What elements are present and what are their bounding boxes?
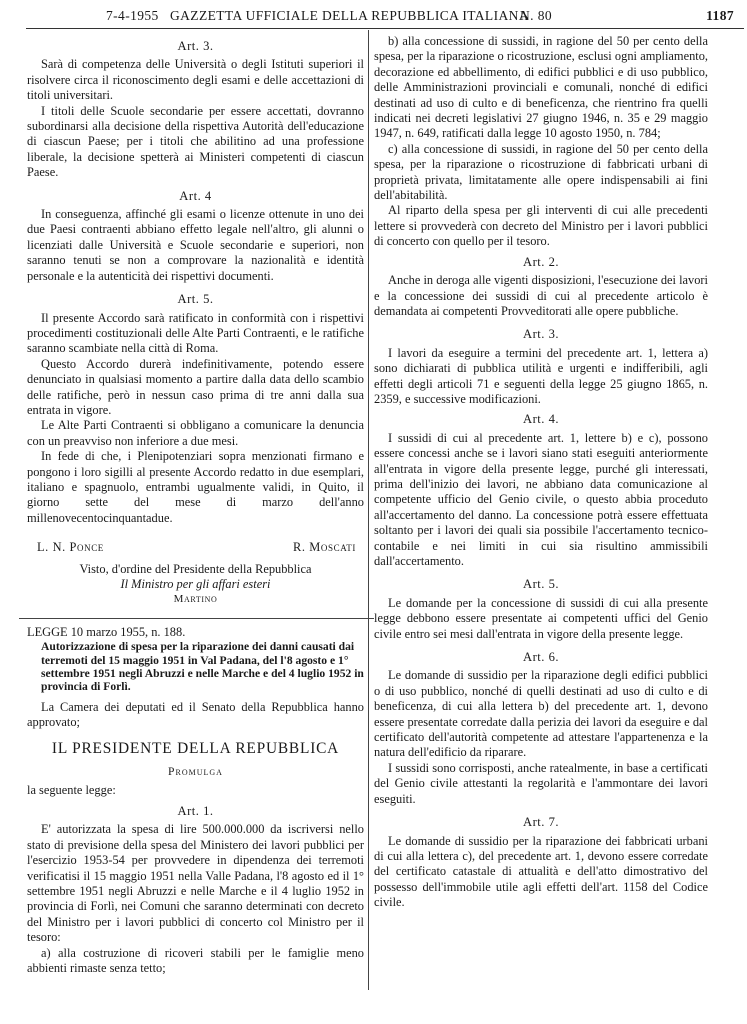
left-column — [27, 34, 364, 976]
law-title: Autorizzazione di spesa per la riparazione dei danni causati dai terremoti del 15 maggio 1951 in Val Padana, del l'8 agosto e 1° settembre 1951 negli Abruzzi e nelle Marche e del 4 luglio 1952 in provincia di Forlì. — [41, 640, 364, 694]
signature-left: L. N. Ponce — [37, 540, 104, 555]
paragraph: Anche in deroga alle vigenti disposizioni, l'esecuzione dei lavori e la concessione dei sussidi di cui al precedente articolo è demandata ai competenti Provveditorati alle opere pubbliche. — [374, 273, 708, 318]
signature-right: R. Moscati — [293, 540, 356, 555]
section-divider — [19, 618, 374, 619]
law-date: LEGGE 10 marzo 1955, n. 188. — [27, 624, 186, 639]
page-header — [100, 6, 740, 28]
minister-name: Martino — [173, 593, 218, 606]
article-heading: Art. 4. — [522, 412, 560, 427]
paragraph: Questo Accordo durerà indefinitivamente, potendo essere denunciato in qualsiasi momento a partire dalla data dello scambio delle ratifiche, però in nessun caso prima di tre anni dalla sua entrata in vigore. — [27, 356, 364, 417]
paragraph: La Camera dei deputati ed il Senato della Repubblica hanno approvato; — [27, 699, 364, 730]
right-column — [374, 34, 708, 911]
article-heading: Art. 5. — [522, 577, 560, 592]
paragraph: a) alla costruzione di ricoveri stabili per le famiglie meno abbienti rimaste senza tetto; — [27, 945, 364, 975]
article-heading: Art. 5. — [177, 292, 214, 307]
paragraph: b) alla concessione di sussidi, in ragione del 50 per cento della spesa, per la riparazione o ricostruzione, esclusi ogni ampliamento, decorazione ed abbellimento, di edifici pubblici e di uso pubblico, delle Amministrazioni provinciali e comunali, nonché di edifici destinati ad uso di culto e di beneficenza, che rientrino fra quelli indicati nei decreti legislativi 27 giugno 1946, n. 35 e 29 maggio 1947, n. 649, ratificati dalla legge 10 agosto 1950, n. 784; — [374, 34, 708, 141]
paragraph: In fede di che, i Plenipotenziari sopra menzionati firmano e pongono i loro sigilli al presente Accordo redatto in due esemplari, italiano e spagnuolo, entrambi ugualmente validi, in Quito, il giorno sette del mese di marzo dell'anno millenovecentocinquantadue. — [27, 449, 364, 525]
article-heading: Art. 2. — [522, 254, 560, 269]
paragraph: Sarà di competenza delle Università o degli Istituti superiori il risolvere circa il riconoscimento degli esami e delle accettazioni di titoli universitari. — [27, 57, 364, 103]
article-heading: Art. 7. — [522, 815, 560, 830]
promulga-heading: Promulga — [168, 765, 223, 779]
visto-line: Visto, d'ordine del Presidente della Repubblica — [79, 561, 312, 576]
header-title: GAZZETTA UFFICIALE DELLA REPUBBLICA ITALIANA — [170, 8, 529, 23]
law-title-block — [27, 625, 364, 694]
header-issue-number: N. 80 — [520, 8, 552, 23]
paragraph: I titoli delle Scuole secondarie per essere accettati, dovranno subordinarsi alla decisione della rispettiva Autorità dell'educazione di ciascun Paese; per i titoli che abilitino ad una professione liberale, la decisione spetterà ai Ministeri competenti di ciascun Paese. — [27, 103, 364, 180]
signatures — [37, 540, 356, 555]
paragraph: I lavori da eseguire a termini del precedente art. 1, lettera a) sono dichiarati di pubblica utilità e urgenti e indifferibili, agli effetti degli articoli 71 e seguenti della legge 25 giugno 1865, n. 2359, e successive modificazioni. — [374, 345, 708, 406]
article-heading: Art. 4 — [179, 188, 212, 203]
paragraph: Le Alte Parti Contraenti si obbligano a comunicare la denuncia con un preavviso non inferiore a due mesi. — [27, 418, 364, 448]
header-page-number: 1187 — [706, 8, 734, 23]
article-heading: Art. 3. — [522, 327, 560, 342]
article-heading: Art. 6. — [522, 650, 560, 665]
president-heading: IL PRESIDENTE DELLA REPUBBLICA — [51, 739, 340, 757]
column-divider — [368, 30, 369, 990]
paragraph: Le domande per la concessione di sussidi di cui alla presente legge debbono essere presentate ai competenti uffici del Genio civile entro sei mesi dall'entrata in vigore della presente legge. — [374, 595, 708, 641]
paragraph: Le domande di sussidio per la riparazione degli edifici pubblici o di uso pubblico, nonché di quelli destinati ad uso di culto e di beneficenza, di cui alla lettera b) del precedente art. 1, devono essere presentate corredate dalla perizia dei lavori da eseguire e dal certificato dell'autorità competente ad attestare l'appartenenza e la natura dell'edificio da riparare. — [374, 668, 708, 760]
paragraph: c) alla concessione di sussidi, in ragione del 50 per cento della spesa, per la riparazione o ricostruzione di fabbricati urbani di proprietà privata, limitatamente alle opere indispensabili ai fini dell'abitabilità. — [374, 141, 708, 203]
paragraph: Le domande di sussidio per la riparazione dei fabbricati urbani di cui alla lettera c), del precedente art. 1, devono essere corredate del certificato catastale di attualità e dell'atto dimostrativo del possesso dell'immobile utile agli effetti dell'art. 1158 del Codice civile. — [374, 833, 708, 910]
minister-title: Il Ministro per gli affari esteri — [120, 577, 271, 591]
paragraph: In conseguenza, affinché gli esami o licenze ottenute in uno dei due Paesi contraenti abbiano effetto legale nell'altro, gli alunni o licenziati dalle Università e Scuole secondarie e superiori, non saranno tenuti se non a comprovare la nazionalità e identità personale e la autenticità dei rispettivi documenti. — [27, 207, 364, 283]
paragraph: Al riparto della spesa per gli interventi di cui alle precedenti lettere si provvederà con decreto del Ministro per i lavori pubblici di concerto con quello per il tesoro. — [374, 203, 708, 249]
header-date: 7-4-1955 — [106, 8, 159, 23]
paragraph: I sussidi di cui al precedente art. 1, lettere b) e c), possono essere concessi anche se i lavori siano stati eseguiti anteriormente all'entrata in vigore della presente legge, purché gli interessati, prima dell'inizio dei lavori, ne abbiano data comunicazione al competente ufficio del Genio civile, o questo abbia proceduto all'accertamento del danno. La concessione potrà essere effettuata soltanto per i lavori dei quali sia possibile l'accertamento tecnico-contabile e nei limiti in cui sia risultino ammissibili dall'accertamento. — [374, 430, 708, 568]
paragraph: Il presente Accordo sarà ratificato in conformità con i rispettivi procedimenti costituzionali delle Alte Parti Contraenti, e le ratifiche saranno scambiate nella città di Roma. — [27, 310, 364, 356]
paragraph: la seguente legge: — [27, 783, 116, 798]
paragraph: E' autorizzata la spesa di lire 500.000.000 da iscriversi nello stato di previsione della spesa del Ministero dei lavori pubblici per l'esercizio 1953-54 per provvedere in dipendenza dei terremoti verificatisi il 15 maggio 1951 nella Valle Padana, l'8 agosto ed il 1° settembre 1951 negli Abruzzi e nelle Marche e il 4 luglio 1952 in provincia di Forlì, nei Comuni che saranno determinati con decreto del Ministro per i lavori pubblici di concerto col Ministro per il tesoro: — [27, 822, 364, 945]
article-heading: Art. 3. — [177, 39, 214, 53]
header-rule — [26, 28, 744, 29]
article-heading: Art. 1. — [177, 803, 214, 818]
paragraph: I sussidi sono corrisposti, anche ratealmente, in base a certificati del Genio civile attestanti la regolarità e l'ammontare dei lavori eseguiti. — [374, 760, 708, 806]
